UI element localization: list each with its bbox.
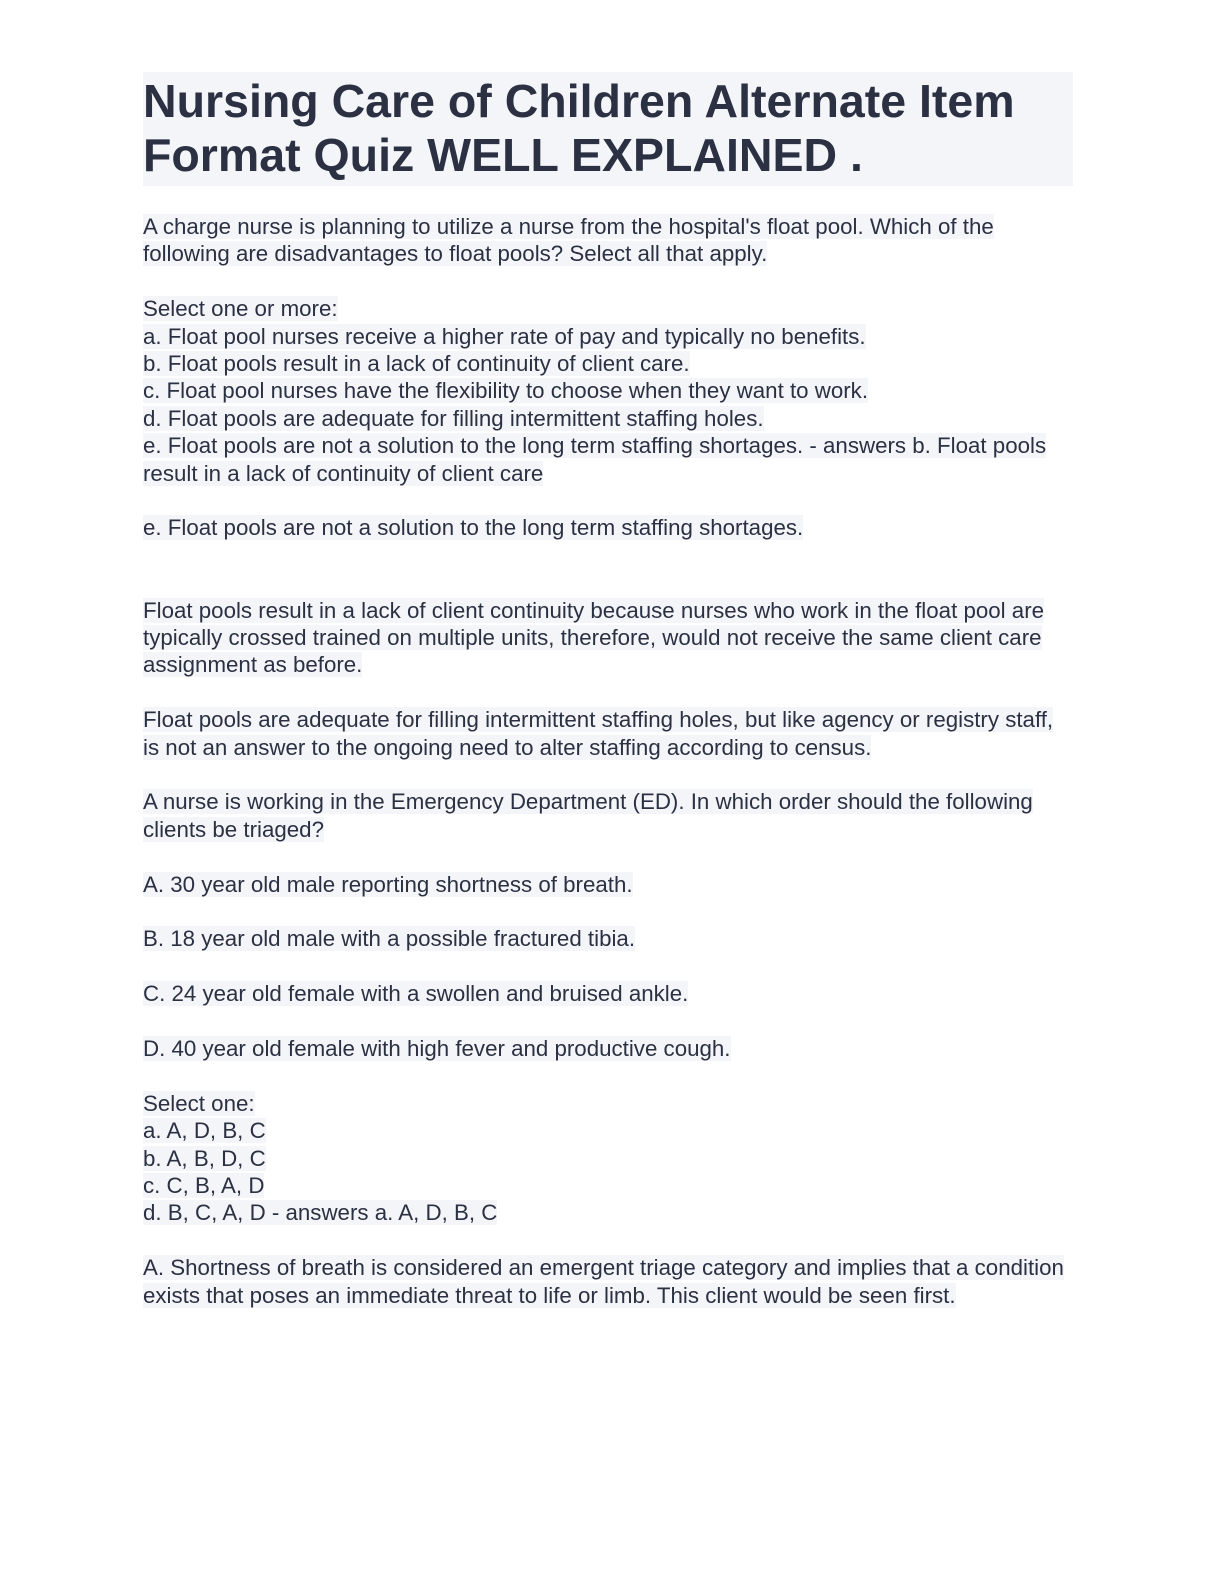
question-2-prompt: Select one: bbox=[143, 1090, 255, 1116]
question-1-option-e-with-answer: e. Float pools are not a solution to the long term staffing shortages. - answers b. Float pools result in a lack of continuity of client care bbox=[143, 433, 1047, 486]
question-2-option-b: b. A, B, D, C bbox=[143, 1145, 266, 1171]
question-2-client-b bbox=[143, 925, 1073, 952]
question-1-explanation-2-text: Float pools are adequate for filling intermittent staffing holes, but like agency or registry staff, is not an answer to the ongoing need to alter staffing according to census. bbox=[143, 707, 1054, 760]
question-1-stem bbox=[143, 213, 1073, 268]
question-2-client-c-text: C. 24 year old female with a swollen and bruised ankle. bbox=[143, 981, 689, 1007]
question-2-client-d bbox=[143, 1035, 1073, 1062]
question-1-prompt: Select one or more: bbox=[143, 296, 338, 322]
question-2-stem-text: A nurse is working in the Emergency Department (ED). In which order should the following clients be triaged? bbox=[143, 789, 1033, 842]
question-1-explanation-1-text: Float pools result in a lack of client continuity because nurses who work in the float pool are typically crossed trained on multiple units, therefore, would not receive the same client care assignment as before. bbox=[143, 597, 1045, 678]
question-2-option-c: c. C, B, A, D bbox=[143, 1173, 265, 1199]
question-1-option-c: c. Float pool nurses have the flexibility to choose when they want to work. bbox=[143, 378, 869, 404]
question-1-stem-text: A charge nurse is planning to utilize a nurse from the hospital's float pool. Which of the following are disadvantages to float pools? Select all that apply. bbox=[143, 214, 994, 267]
question-2-client-b-text: B. 18 year old male with a possible fractured tibia. bbox=[143, 926, 636, 952]
question-1-answer-extra-text: e. Float pools are not a solution to the long term staffing shortages. bbox=[143, 515, 804, 541]
question-1-option-d: d. Float pools are adequate for filling intermittent staffing holes. bbox=[143, 405, 764, 431]
question-2-explanation bbox=[143, 1254, 1073, 1309]
question-1-explanation-1 bbox=[143, 597, 1073, 679]
question-1-explanation-2 bbox=[143, 706, 1073, 761]
question-2-options bbox=[143, 1090, 1073, 1227]
question-1-answer-extra bbox=[143, 514, 1073, 541]
question-2-stem bbox=[143, 788, 1073, 843]
question-2-client-d-text: D. 40 year old female with high fever and productive cough. bbox=[143, 1036, 731, 1062]
question-2-option-d-with-answer: d. B, C, A, D - answers a. A, D, B, C bbox=[143, 1200, 498, 1226]
document-page bbox=[143, 72, 1073, 1309]
question-2-client-a bbox=[143, 871, 1073, 898]
question-1-option-b: b. Float pools result in a lack of continuity of client care. bbox=[143, 351, 690, 377]
question-1-options bbox=[143, 295, 1073, 487]
question-1-option-a: a. Float pool nurses receive a higher rate of pay and typically no benefits. bbox=[143, 323, 866, 349]
question-2-option-a: a. A, D, B, C bbox=[143, 1118, 266, 1144]
question-2-client-c bbox=[143, 980, 1073, 1007]
question-2-explanation-text: A. Shortness of breath is considered an emergent triage category and implies that a condition exists that poses an immediate threat to life or limb. This client would be seen first. bbox=[143, 1255, 1064, 1308]
document-title: Nursing Care of Children Alternate Item Format Quiz WELL EXPLAINED . bbox=[143, 72, 1073, 186]
question-2-client-a-text: A. 30 year old male reporting shortness of breath. bbox=[143, 871, 633, 897]
